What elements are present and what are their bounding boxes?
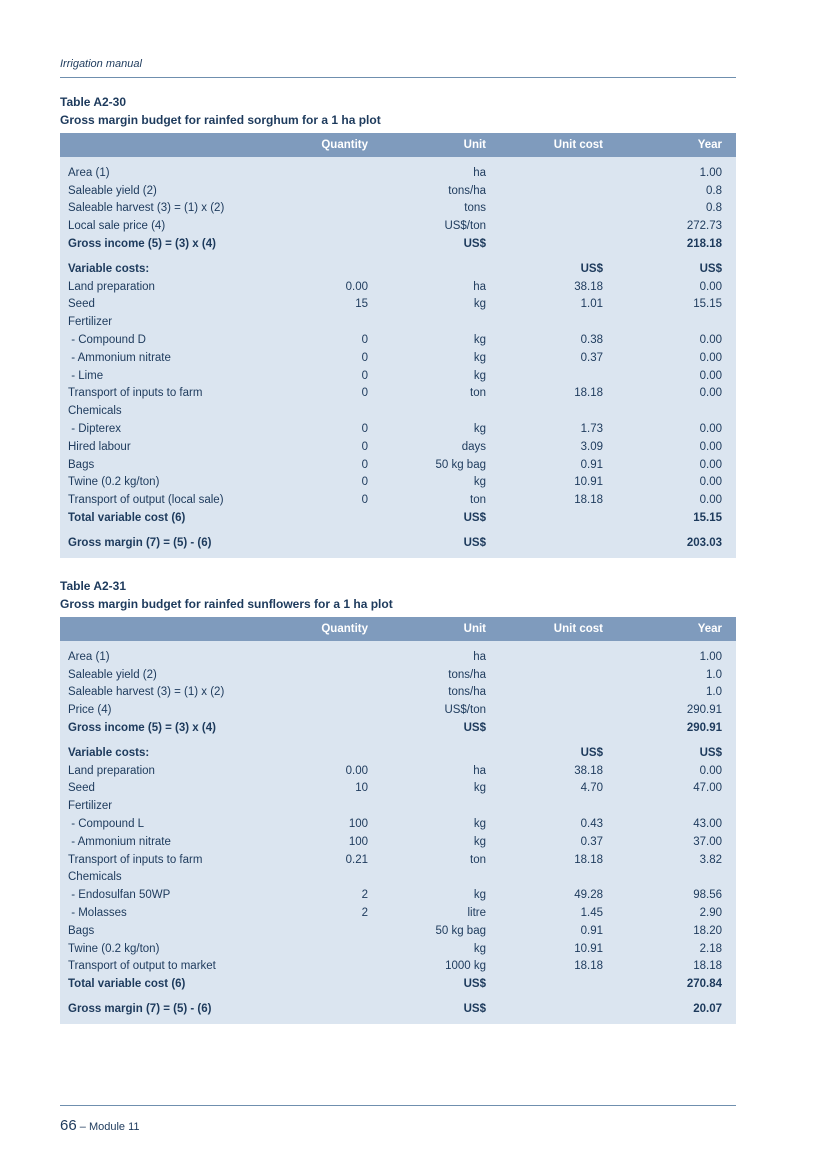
table-cell: US$/ton <box>444 704 486 717</box>
table-cell: Gross margin (7) = (5) - (6) <box>68 536 212 549</box>
table-cell: Gross income (5) = (3) x (4) <box>68 722 216 735</box>
table-cell: kg <box>473 298 486 311</box>
table-row <box>60 278 736 296</box>
table-cell <box>486 701 603 719</box>
table-cell: ton <box>470 387 486 400</box>
table-row <box>60 869 736 887</box>
table-cell <box>307 527 368 558</box>
table-row <box>60 331 736 349</box>
table-cell: 18.20 <box>693 924 722 937</box>
table-cell <box>307 235 368 253</box>
table-row <box>60 940 736 958</box>
table-cell: Transport of inputs to farm <box>68 853 203 866</box>
table-cell <box>486 869 603 887</box>
table-row <box>60 253 736 278</box>
table-cell: 38.18 <box>574 280 603 293</box>
table-cell: 0.00 <box>345 280 368 293</box>
table-cell: Twine (0.2 kg/ton) <box>68 476 160 489</box>
table-cell: US$ <box>580 746 603 759</box>
table-cell: Bags <box>68 924 95 937</box>
table-cell: 1.01 <box>580 298 603 311</box>
table-cell <box>307 182 368 200</box>
table-cell: 18.18 <box>574 853 603 866</box>
table-cell: 47.00 <box>693 782 722 795</box>
table-cell: 1000 kg <box>445 960 486 973</box>
table-cell: 38.18 <box>574 764 603 777</box>
table-cell <box>368 253 486 278</box>
table-cell: Fertilizer <box>68 800 113 813</box>
table-cell: Seed <box>68 782 95 795</box>
table-row <box>60 474 736 492</box>
table-row <box>60 993 736 1024</box>
table-cell: 2 <box>361 889 368 902</box>
table-cell: Total variable cost (6) <box>68 512 186 525</box>
table-cell: 0.8 <box>706 184 722 197</box>
table-cell: US$ <box>580 262 603 275</box>
table-cell <box>603 313 736 331</box>
table-cell: 0.00 <box>699 458 722 471</box>
table-cell: 0.8 <box>706 202 722 215</box>
table-cell: 0.00 <box>699 351 722 364</box>
table-cell: 20.07 <box>693 1003 722 1016</box>
budget-table <box>60 133 736 558</box>
table-row <box>60 217 736 235</box>
table-cell: kg <box>473 351 486 364</box>
table-cell: 10.91 <box>574 942 603 955</box>
table-cell: Hired labour <box>68 440 131 453</box>
table-row <box>60 737 736 762</box>
table-cell: 1.00 <box>699 650 722 663</box>
table-cell: 0.00 <box>699 476 722 489</box>
table-cell: Local sale price (4) <box>68 220 166 233</box>
table-cell: 43.00 <box>693 818 722 831</box>
table-cell: - Lime <box>68 369 104 382</box>
table-cell: - Molasses <box>68 907 127 920</box>
table-row <box>60 296 736 314</box>
table-cell <box>486 157 603 182</box>
footer-module: Module 11 <box>88 1121 140 1133</box>
table-cell: 10 <box>355 782 368 795</box>
table-cell: 0.00 <box>699 494 722 507</box>
table-cell: 2.18 <box>699 942 722 955</box>
table-cell: 18.18 <box>574 494 603 507</box>
table-cell: 1.0 <box>706 668 722 681</box>
footer-separator: – <box>79 1121 86 1133</box>
table-cell: ha <box>473 650 486 663</box>
table-cell: 0.00 <box>699 764 722 777</box>
table-cell: ha <box>473 764 486 777</box>
table-cell: US$ <box>463 978 486 991</box>
table-row <box>60 666 736 684</box>
table-cell: 15 <box>355 298 368 311</box>
table-cell: Saleable harvest (3) = (1) x (2) <box>68 686 225 699</box>
table-row <box>60 313 736 331</box>
table-cell: tons/ha <box>448 686 486 699</box>
table-cell: Total variable cost (6) <box>68 978 186 991</box>
table-cell: 270.84 <box>686 978 722 991</box>
table-cell <box>307 922 368 940</box>
table-row <box>60 922 736 940</box>
table-cell: US$ <box>463 722 486 735</box>
table-cell: ha <box>473 166 486 179</box>
table-cell: ton <box>470 853 486 866</box>
table-row <box>60 527 736 558</box>
table-cell: 0.38 <box>580 334 603 347</box>
table-cell <box>307 701 368 719</box>
table-cell <box>486 527 603 558</box>
table-cell <box>368 869 486 887</box>
table-cell: Fertilizer <box>68 316 113 329</box>
table-row <box>60 684 736 702</box>
table-row <box>60 402 736 420</box>
table-cell: kg <box>473 782 486 795</box>
table-cell: Variable costs: <box>68 262 150 275</box>
table-row <box>60 719 736 737</box>
table-cell: US$ <box>463 512 486 525</box>
table-cell <box>486 402 603 420</box>
table-cell <box>307 719 368 737</box>
table-cell: 0.37 <box>580 351 603 364</box>
table-cell: 0 <box>361 476 368 489</box>
table-cell: 0.00 <box>699 280 722 293</box>
table-cell: 49.28 <box>574 889 603 902</box>
table-cell: litre <box>467 907 486 920</box>
table-title: Gross margin budget for rainfed sunflowers for a 1 ha plot <box>60 597 393 611</box>
table-cell: tons <box>464 202 486 215</box>
table-cell <box>486 993 603 1024</box>
table-cell <box>307 684 368 702</box>
table-cell: 4.70 <box>580 782 603 795</box>
table-cell: US$ <box>699 746 722 759</box>
table-cell: 0 <box>361 440 368 453</box>
table-cell <box>307 253 368 278</box>
table-cell: 3.82 <box>699 853 722 866</box>
table-cell: 272.73 <box>686 220 722 233</box>
table-cell: Transport of output (local sale) <box>68 494 224 507</box>
table-cell: 218.18 <box>686 238 722 251</box>
table-cell: - Ammonium nitrate <box>68 351 171 364</box>
table-cell: 100 <box>348 835 368 848</box>
table-cell: - Compound D <box>68 334 146 347</box>
table-cell <box>486 182 603 200</box>
table-cell: 18.18 <box>693 960 722 973</box>
table-cell <box>307 200 368 218</box>
table-cell <box>307 993 368 1024</box>
table-cell: 15.15 <box>693 512 722 525</box>
table-cell: 0.00 <box>699 423 722 436</box>
table-cell: tons/ha <box>448 184 486 197</box>
table-cell <box>603 402 736 420</box>
table-cell: ton <box>470 494 486 507</box>
table-cell: US$/ton <box>444 220 486 233</box>
footer-divider <box>60 1105 736 1106</box>
table-cell: 2.90 <box>699 907 722 920</box>
table-cell: US$ <box>699 262 722 275</box>
table-cell: Price (4) <box>68 704 112 717</box>
table-row <box>60 958 736 976</box>
column-header: Year <box>603 133 736 157</box>
table-cell: 10.91 <box>574 476 603 489</box>
table-cell: 0.00 <box>699 369 722 382</box>
table-cell <box>307 869 368 887</box>
table-cell: Chemicals <box>68 871 122 884</box>
table-cell: ha <box>473 280 486 293</box>
table-row <box>60 491 736 509</box>
table-row <box>60 385 736 403</box>
table-cell: 15.15 <box>693 298 722 311</box>
table-row <box>60 975 736 993</box>
table-cell <box>307 157 368 182</box>
table-label: Table A2-31 <box>60 579 127 593</box>
table-cell: Saleable harvest (3) = (1) x (2) <box>68 202 225 215</box>
table-cell: 0.43 <box>580 818 603 831</box>
column-header: Year <box>603 617 736 641</box>
table-cell: kg <box>473 369 486 382</box>
table-cell <box>486 217 603 235</box>
table-cell: 0.00 <box>699 334 722 347</box>
table-cell: 290.91 <box>686 704 722 717</box>
table-row <box>60 886 736 904</box>
table-cell: 0.00 <box>345 764 368 777</box>
table-cell: 100 <box>348 818 368 831</box>
table-cell <box>307 509 368 527</box>
page-footer <box>60 1117 140 1134</box>
table-row <box>60 641 736 666</box>
table-cell: 0.37 <box>580 835 603 848</box>
table-cell: 3.09 <box>580 440 603 453</box>
table-cell <box>307 666 368 684</box>
table-row <box>60 182 736 200</box>
table-cell: 0.91 <box>580 924 603 937</box>
table-row <box>60 797 736 815</box>
table-cell: 0 <box>361 494 368 507</box>
table-cell: Gross income (5) = (3) x (4) <box>68 238 216 251</box>
page-number: 66 <box>60 1117 77 1134</box>
table-cell <box>486 200 603 218</box>
table-label: Table A2-30 <box>60 95 127 109</box>
table-cell: 18.18 <box>574 960 603 973</box>
table-row <box>60 780 736 798</box>
table-cell: Area (1) <box>68 650 110 663</box>
table-cell: 0 <box>361 334 368 347</box>
table-row <box>60 349 736 367</box>
table-cell <box>307 313 368 331</box>
table-cell <box>368 737 486 762</box>
table-cell: 0.91 <box>580 458 603 471</box>
table-row <box>60 904 736 922</box>
column-header: Unit <box>368 133 486 157</box>
table-row <box>60 157 736 182</box>
table-cell: kg <box>473 889 486 902</box>
table-cell: kg <box>473 818 486 831</box>
table-cell <box>307 940 368 958</box>
table-cell: Seed <box>68 298 95 311</box>
table-cell: 50 kg bag <box>435 924 486 937</box>
table-cell: 0 <box>361 369 368 382</box>
table-cell: Area (1) <box>68 166 110 179</box>
table-a2-31 <box>60 579 736 1024</box>
table-cell: Chemicals <box>68 405 122 418</box>
column-header: Quantity <box>307 617 368 641</box>
table-cell: - Endosulfan 50WP <box>68 889 171 902</box>
table-row <box>60 851 736 869</box>
table-row <box>60 235 736 253</box>
table-cell: tons/ha <box>448 668 486 681</box>
table-cell <box>307 958 368 976</box>
table-cell <box>307 641 368 666</box>
table-cell <box>368 402 486 420</box>
table-cell: 203.03 <box>686 536 722 549</box>
table-cell: 1.0 <box>706 686 722 699</box>
table-a2-30 <box>60 95 736 558</box>
table-row <box>60 200 736 218</box>
column-header <box>60 133 307 157</box>
table-cell: Land preparation <box>68 280 155 293</box>
table-cell: 0 <box>361 387 368 400</box>
table-cell <box>486 797 603 815</box>
table-cell <box>486 313 603 331</box>
table-cell <box>486 975 603 993</box>
table-cell <box>307 737 368 762</box>
table-cell: 0.21 <box>345 853 368 866</box>
table-cell: 0 <box>361 351 368 364</box>
table-cell: 50 kg bag <box>435 458 486 471</box>
table-cell <box>486 509 603 527</box>
table-cell <box>486 641 603 666</box>
table-cell <box>307 975 368 993</box>
table-row <box>60 833 736 851</box>
table-cell: 290.91 <box>686 722 722 735</box>
table-cell: kg <box>473 334 486 347</box>
column-header: Unit cost <box>486 133 603 157</box>
table-cell: Variable costs: <box>68 746 150 759</box>
table-cell: 1.45 <box>580 907 603 920</box>
table-cell: 1.00 <box>699 166 722 179</box>
table-cell <box>486 719 603 737</box>
table-cell <box>307 217 368 235</box>
table-cell: Transport of output to market <box>68 960 216 973</box>
table-cell: US$ <box>463 238 486 251</box>
table-row <box>60 509 736 527</box>
table-cell: 2 <box>361 907 368 920</box>
budget-table <box>60 617 736 1024</box>
table-row <box>60 762 736 780</box>
table-cell <box>486 684 603 702</box>
table-cell: Saleable yield (2) <box>68 668 157 681</box>
column-header <box>60 617 307 641</box>
table-cell: Saleable yield (2) <box>68 184 157 197</box>
table-cell: 98.56 <box>693 889 722 902</box>
table-cell <box>486 666 603 684</box>
table-cell: 0 <box>361 423 368 436</box>
table-cell: Twine (0.2 kg/ton) <box>68 942 160 955</box>
column-header: Unit <box>368 617 486 641</box>
table-row <box>60 367 736 385</box>
column-header: Unit cost <box>486 617 603 641</box>
table-cell: 18.18 <box>574 387 603 400</box>
table-cell <box>368 313 486 331</box>
table-cell: kg <box>473 835 486 848</box>
table-cell: US$ <box>463 536 486 549</box>
table-title: Gross margin budget for rainfed sorghum for a 1 ha plot <box>60 113 381 127</box>
table-cell: Bags <box>68 458 95 471</box>
table-cell <box>307 797 368 815</box>
table-header-row <box>60 133 736 157</box>
table-row <box>60 815 736 833</box>
table-cell <box>603 869 736 887</box>
table-cell: kg <box>473 942 486 955</box>
table-row <box>60 420 736 438</box>
table-cell: 1.73 <box>580 423 603 436</box>
table-cell <box>307 402 368 420</box>
table-cell: Land preparation <box>68 764 155 777</box>
table-row <box>60 701 736 719</box>
table-cell: - Ammonium nitrate <box>68 835 171 848</box>
table-cell: 0.00 <box>699 387 722 400</box>
running-header: Irrigation manual <box>60 58 142 70</box>
column-header: Quantity <box>307 133 368 157</box>
table-cell: Gross margin (7) = (5) - (6) <box>68 1003 212 1016</box>
table-cell: kg <box>473 476 486 489</box>
table-cell: Transport of inputs to farm <box>68 387 203 400</box>
table-cell <box>603 797 736 815</box>
table-cell: kg <box>473 423 486 436</box>
table-cell <box>486 235 603 253</box>
table-cell: - Dipterex <box>68 423 122 436</box>
header-divider <box>60 77 736 78</box>
table-cell: - Compound L <box>68 818 145 831</box>
table-row <box>60 456 736 474</box>
table-cell: days <box>461 440 486 453</box>
table-cell <box>368 797 486 815</box>
table-cell: 0.00 <box>699 440 722 453</box>
table-cell: US$ <box>463 1003 486 1016</box>
table-cell: 0 <box>361 458 368 471</box>
table-cell: 37.00 <box>693 835 722 848</box>
table-row <box>60 438 736 456</box>
table-cell <box>486 367 603 385</box>
table-header-row <box>60 617 736 641</box>
